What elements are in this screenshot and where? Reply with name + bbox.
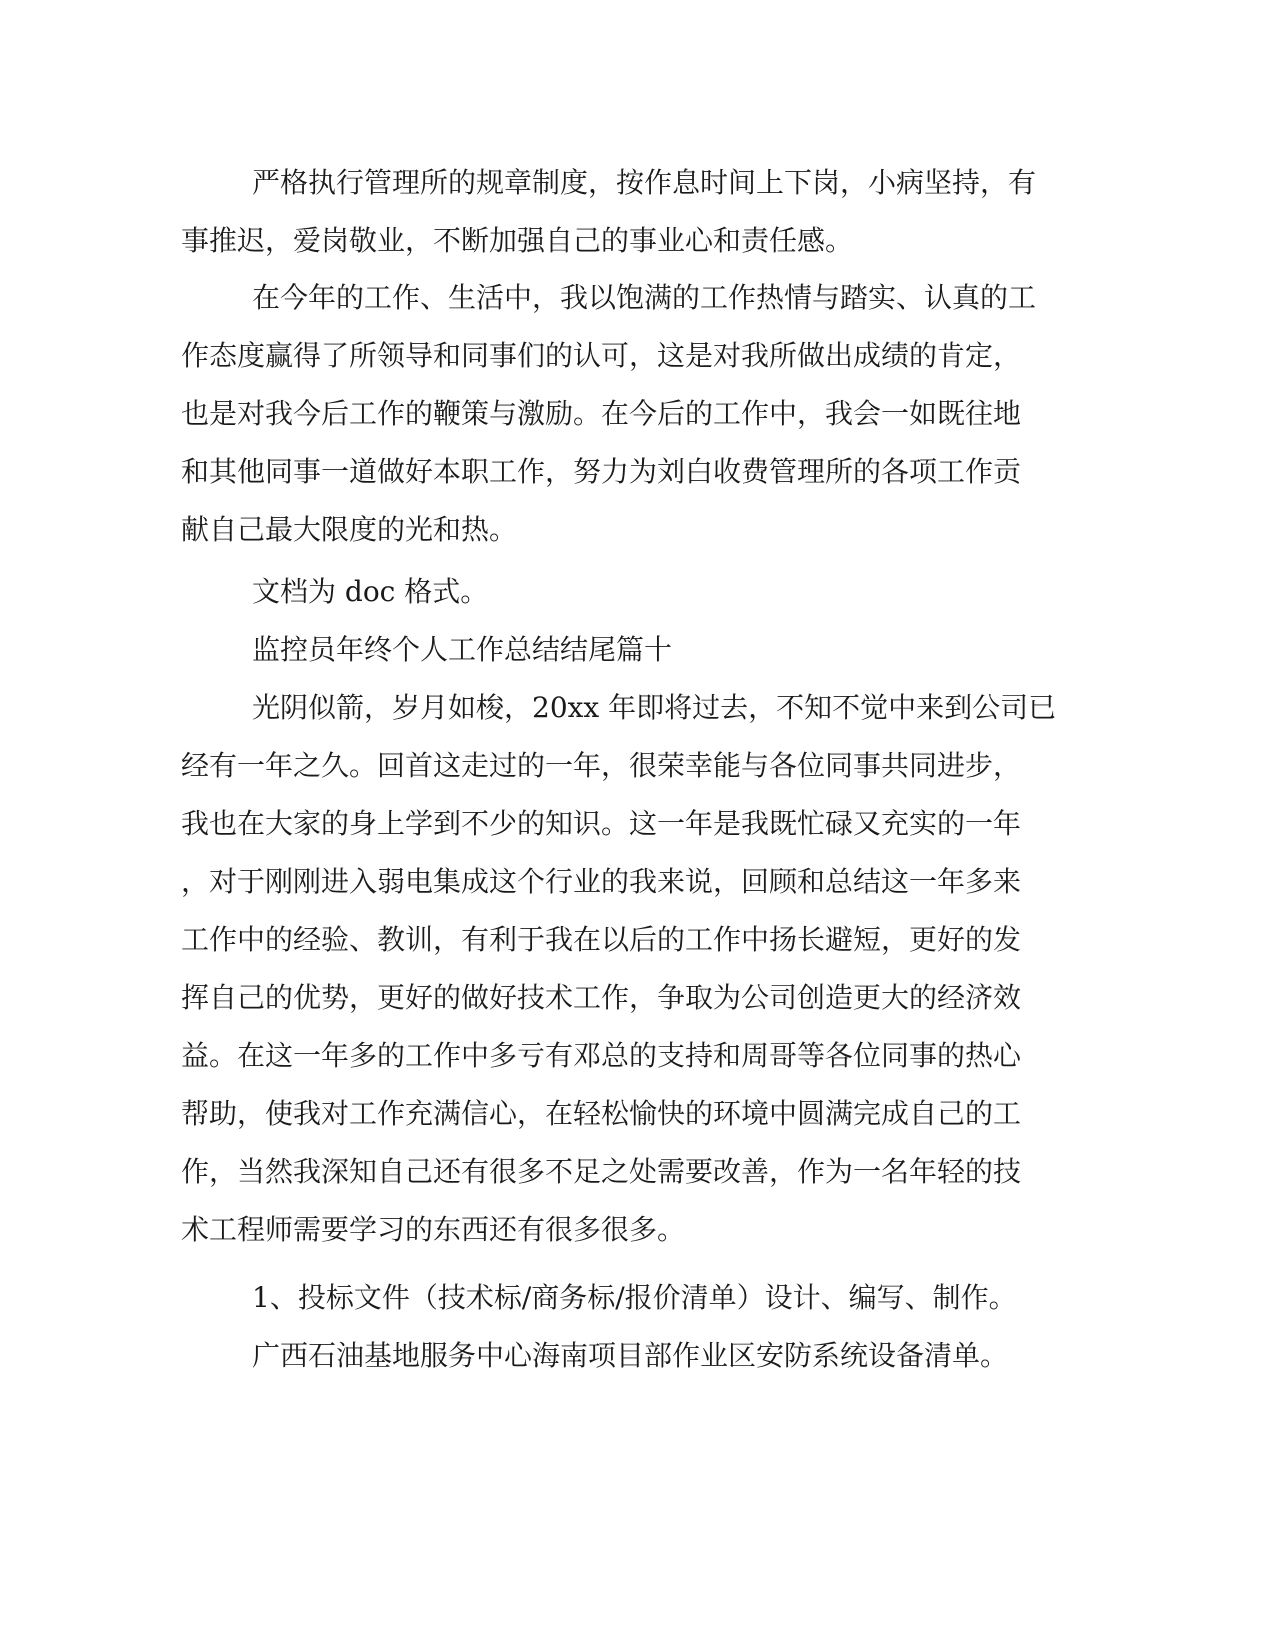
- text-line: 挥自己的优势，更好的做好技术工作，争取为公司创造更大的经济效: [181, 981, 1022, 1014]
- text-line: 益。在这一年多的工作中多亏有邓总的支持和周哥等各位同事的热心: [181, 1039, 1022, 1072]
- text-line: 在今年的工作、生活中，我以饱满的工作热情与踏实、认真的工: [252, 281, 1037, 314]
- text-line: ，对于刚刚进入弱电集成这个行业的我来说，回顾和总结这一年多来: [181, 865, 1022, 898]
- text-line: 术工程师需要学习的东西还有很多很多。: [181, 1213, 686, 1246]
- text-line: 事推迟，爱岗敬业，不断加强自己的事业心和责任感。: [181, 224, 854, 257]
- text-line: 广西石油基地服务中心海南项目部作业区安防系统设备清单。: [252, 1339, 1009, 1372]
- text-line: 帮助，使我对工作充满信心，在轻松愉快的环境中圆满完成自己的工: [181, 1097, 1022, 1130]
- text-line: 献自己最大限度的光和热。: [181, 513, 518, 546]
- text-line: 作态度赢得了所领导和同事们的认可，这是对我所做出成绩的肯定，: [181, 339, 1022, 372]
- text-line: 作，当然我深知自己还有很多不足之处需要改善，作为一名年轻的技: [181, 1155, 1022, 1188]
- text-line: 经有一年之久。回首这走过的一年，很荣幸能与各位同事共同进步，: [181, 749, 1022, 782]
- section-heading: 监控员年终个人工作总结结尾篇十: [252, 633, 673, 666]
- text-line: 工作中的经验、教训，有利于我在以后的工作中扬长避短，更好的发: [181, 923, 1022, 956]
- text-line: 文档为 doc 格式。: [252, 575, 489, 608]
- text-line: 和其他同事一道做好本职工作，努力为刘白收费管理所的各项工作贡: [181, 455, 1022, 488]
- text-line: 严格执行管理所的规章制度，按作息时间上下岗，小病坚持，有: [252, 166, 1037, 199]
- text-line: 光阴似箭，岁月如梭，20xx 年即将过去，不知不觉中来到公司已: [252, 691, 1057, 724]
- text-line: 也是对我今后工作的鞭策与激励。在今后的工作中，我会一如既往地: [181, 397, 1022, 430]
- text-line: 我也在大家的身上学到不少的知识。这一年是我既忙碌又充实的一年: [181, 807, 1022, 840]
- list-item: 1、投标文件（技术标/商务标/报价清单）设计、编写、制作。: [252, 1281, 1017, 1314]
